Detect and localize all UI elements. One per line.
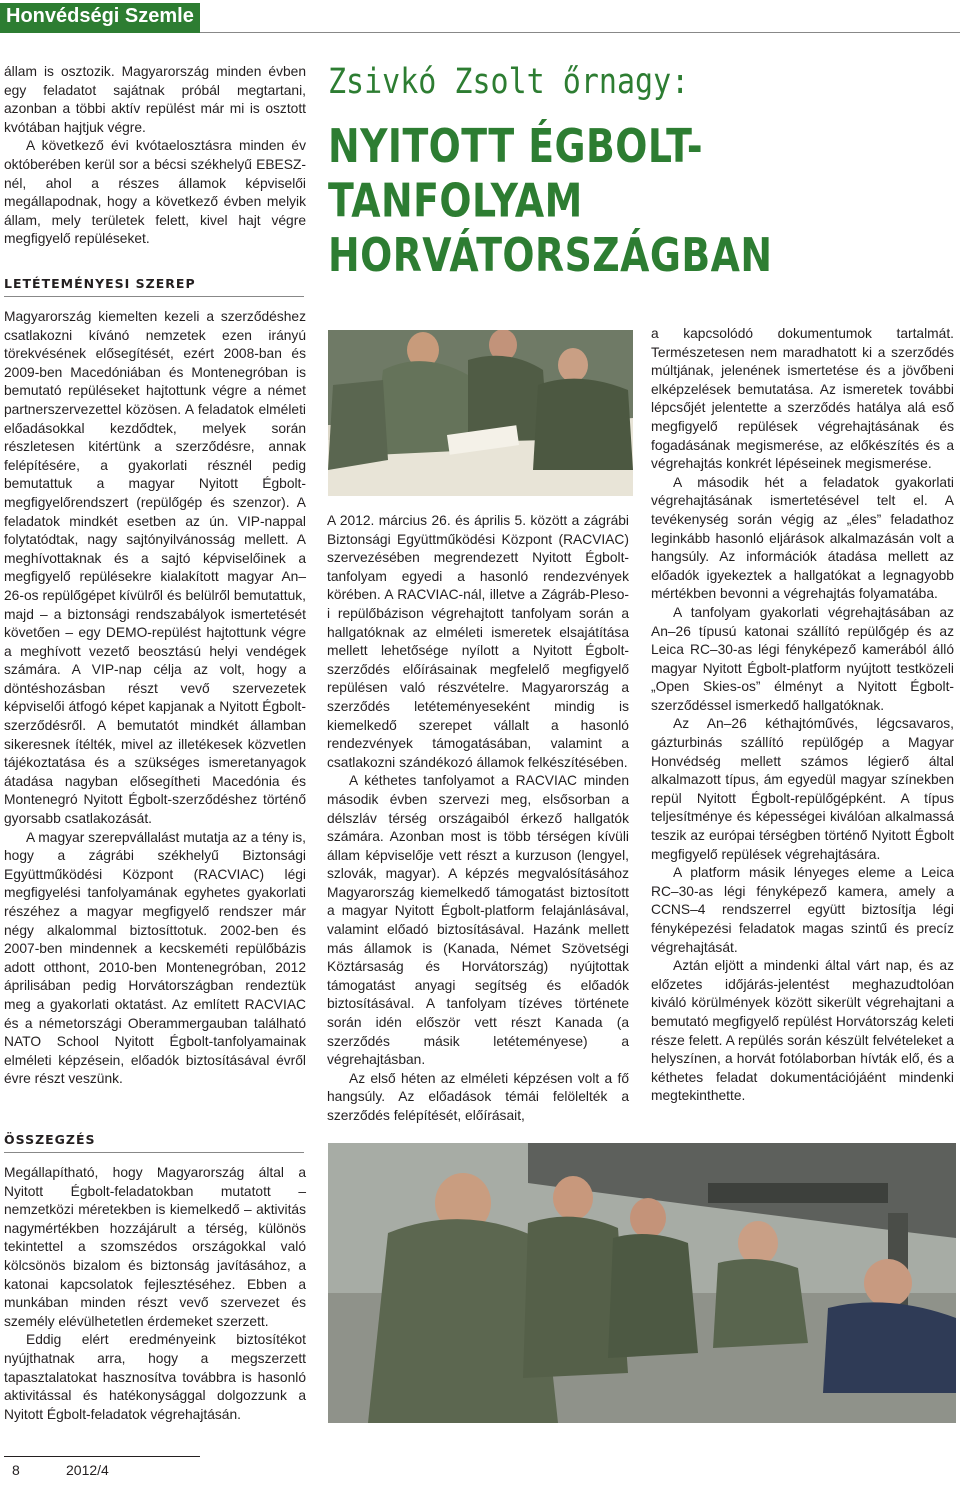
headline-line-2: HORVÁTORSZÁGBAN (328, 229, 773, 283)
section2-paragraph-2: Eddig elért eredményeink biztosítékot nyújthatnak arra, hogy a megszerzett tapasztalatokat hasznosítva továbbra is hasonló aktivitással és hatékonysággal dolgozzunk a Nyitott Égbolt-feladatok végrehajtásán. (4, 1332, 306, 1422)
section-rule (4, 296, 304, 297)
intro-text (4, 63, 306, 249)
intro-paragraph-1: állam is osztozik. Magyarország minden évben egy feladatot sajátnak próbál megtartani, azonban a többi aktív repülést már mi is osztott kvótában hajtjuk végre. (4, 64, 306, 135)
column3-paragraph-5: A platform másik lényeges eleme a Leica RC–30-as légi fényképező kamera, amely a CCNS–4 rendszerrel együtt biztosítja légi fényképezési feladatok magas szintű és precíz végrehajtását. (651, 865, 954, 955)
column2-paragraph-2: A kéthetes tanfolyamot a RACVIAC minden második évben szervezi meg, elsősorban a délszláv térség országaiból érkező hallgatók számára. Azonban most is több térségen kívüli állam képviselője vett részt a kurzuson (lengyel, szlovák, magyar). A képzés megvalósításához Magyarország kiemelkedő támogatást biztosított a magyar Nyitott Égbolt-platform felajánlásával, valamint előadó biztosításával. Hazánk mellett más államok is (Kanada, Német Szövetségi Köztársaság és Horvátország) nyújtottak támogatást anyagi segítség és előadók biztosításával. A tanfolyam tízéves története során idén először vett részt Kanada (a szerződés másik letéteményese) a végrehajtásban. (327, 773, 629, 1068)
column3-text (651, 325, 954, 1106)
intro-paragraph-2: A következő évi kvótaelosztásra minden év októberében kerül sor a bécsi székhelyű EBESZ-nél, ahol a részes államok képviselői megállapodnak, hogy a következő évben melyik állam, mely területek felett, kivel hajt végre megfigyelő repüléseket. (4, 138, 306, 247)
section2-paragraph-1: Megállapítható, hogy Magyarország által a Nyitott Égbolt-feladatokban mutatott – nemzetközi méretekben is kiemelkedő – aktivitás nagymértékben hozzájárult a térség, különös tekintettel a szomszédos országokkal való kölcsönös bizalom és biztonság javításához, a katonai kapcsolatok fejlesztéséhez. Ebben a munkában minden részt vevő szervezet és személy elévülhetetlen érdemeket szerzett. (4, 1165, 306, 1329)
section-rule (4, 1152, 304, 1153)
page-number: 8 (12, 1462, 20, 1478)
magazine-title: Honvédségi Szemle (6, 5, 194, 27)
column3-paragraph-2: A második hét a feladatok gyakorlati végrehajtásának ismertetésével telt el. A tevékenység során végig az „éles” feladathoz leginkább hasonló eljárások alkalmazásán volt a hangsúly. Az információk átadása mellett az előadók igyekeztek a hallgatókat a legnagyobb mértékben bevonni a végrehajtás folyamatába. (651, 474, 954, 602)
section1-paragraph-2: A magyar szerepvállalást mutatja az a tény is, hogy a zágrábi székhelyű Biztonsági Együttműködési Központ (RACVIAC) légi megfigyelési tanfolyamának egyhetes gyakorlati részéhez a magyar megfigyelő rendszer már négy alkalommal biztosíttotuk. 2002-ben és 2007-ben mindennek a kecskeméti repülőbázis adott otthont, 2010-ben Montenegróban, 2012 áprilisában pedig Horvátországban rendeztük meg a gyakorlati oktatást. Az említett RACVIAC és a németországi Oberammergauban található NATO School Nyitott Égbolt-tanfolyamainak elméleti képzésein, előadók biztosításával évről évre részt veszünk. (4, 829, 306, 1087)
footer-rule (4, 1456, 200, 1457)
section1-paragraph-1: Magyarország kiemelten kezeli a szerződéshez csatlakozni kívánó nemzetek ezen irányú törekvésének elősegítését, ezért 2008-ban és 2009-ben Macedóniában és Montenegróban is bemutató repüléseket hajtottunk végre a német partnerszervezettel közösen. A feladatok elméleti előadásokkal kezdődtek, melyek során részletesen kitértünk a szerződésre, annak felépítésére, a gyakorlati résznél pedig bemutattuk a magyar Nyitott Égbolt-megfigyelőrendszert (repülőgép és szenzor). A feladatok mindkét esetben az ún. VIP-nappal folytatódtak, nagy sajtónyilvánosság mellett. A meghívottaknak és a sajtó képviselőinek a megfigyelő repülésekre kialakított magyar An–26-os repülőgépet kívülről és belülről bemutattuk, majd – a biztonsági rendszabályok ismertetését követően – egy DEMO-repülést hajtottunk végre a meghívott vezető beosztású helyi vendégek számára. A VIP-nap célja az volt, hogy a döntéshozásban részt vevő szervezetek képviselői átfogó képet kapjanak a Nyitott Égbolt-szerződésről. A bemutatót mindkét államban sikeresnek ítélték, mivel az illetékesek közvetlen tájékoztatása és a szükséges ismeretanyagok átadása nagyban elősegítheti Macedónia és Montenegró Nyitott Égbolt-szerződéshez történő gyorsabb csatlakozását. (4, 309, 306, 827)
page-header (0, 0, 960, 35)
issue-number: 2012/4 (66, 1462, 109, 1478)
section2-text (4, 1164, 306, 1424)
column3-paragraph-1: a kapcsolódó dokumentumok tartalmát. Természetesen nem maradhatott ki a szerződés múltjának, jelenének ismertetése és a jövőbeni elképzelések bemutatása. Az ismeretek további lépcsőjét jelentette a szerződés hatálya alá eső megfigyelő repülések végrehajtásának és fogadásának megismerése, az előkészítés és a végrehajtás konkrét lépéseinek megismerése. (651, 326, 954, 472)
column2-paragraph-1: A 2012. március 26. és április 5. között a zágrábi Biztonsági Együttműködési Központ (RACVIAC) szervezésében megrendezett Nyitott Égbolt-tanfolyam egyedi a hasonló rendezvények körében. A RACVIAC-nál, illetve a Zágráb-Pleso-i repülőbázison végrehajtott tanfolyam során a hallgatóknak az elméleti ismeretek elsajátítása mellett lehetősége nyílott a Nyitott Égbolt-szerződés előírásainak megfelelő megfigyelő repülésen való részvételre. Magyarország a szerződés letéteményeseként mindig is kiemelkedő szerepet vállalt a hasonló rendezvények támogatásában, valamint a csatlakozni szándékozó államok felkészítésében. (327, 513, 629, 770)
article-author: Zsivkó Zsolt őrnagy: (328, 62, 690, 103)
column2-text (327, 512, 629, 1126)
photo-aircraft-inspection (328, 1143, 956, 1423)
header-rule (200, 32, 960, 33)
column2-paragraph-3: Az első héten az elméleti képzésen volt a fő hangsúly. Az előadások témái felölelték a szerződés felépítését, előírásait, (327, 1070, 629, 1123)
section-heading-osszegzes: ÖSSZEGZÉS (4, 1132, 96, 1147)
column3-paragraph-3: A tanfolyam gyakorlati végrehajtásában az An–26 típusú katonai szállító repülőgép és az Leica RC–30-as légi fényképező kamerából álló magyar Nyitott Égbolt-platform nyújtott testközeli „Open Skies-os” élményt a Nyitott Égbolt-szerződéssel ismerkedő hallgatóknak. (651, 604, 954, 713)
photo-briefing-at-table (328, 330, 633, 496)
section1-text (4, 308, 306, 1089)
article-headline (328, 120, 947, 284)
headline-line-1: NYITOTT ÉGBOLT-TANFOLYAM (328, 120, 703, 229)
column3-paragraph-4: Az An–26 kéthajtóművés, légcsavaros, gázturbinás szállító repülőgép a Magyar Honvédség mellett számos légierő által alkalmazott típus, ám egyedül magyar színekben repül Nyitott Égbolt-repülőgépként. A típus teljesítménye és képességei kiválóan alkalmassá teszik az európai térségben történő Nyitott Égbolt megfigyelő repülések végrehajtására. (651, 716, 954, 862)
column3-paragraph-6: Aztán eljött a mindenki által várt nap, és az előzetes időjárás-jelentést meghazudtolóan kiváló körülmények között sikerült végrehajtani a bemutató megfigyelő repülést Horvátország keleti része felett. A repülés során készült felvételeket a helyszínen, a horvát fotólaborban hívták elő, és a kéthetes feladat dokumentációjáént mindenki megtekinthette. (651, 958, 954, 1104)
section-heading-letetemenyesi: LETÉTEMÉNYESI SZEREP (4, 276, 196, 291)
